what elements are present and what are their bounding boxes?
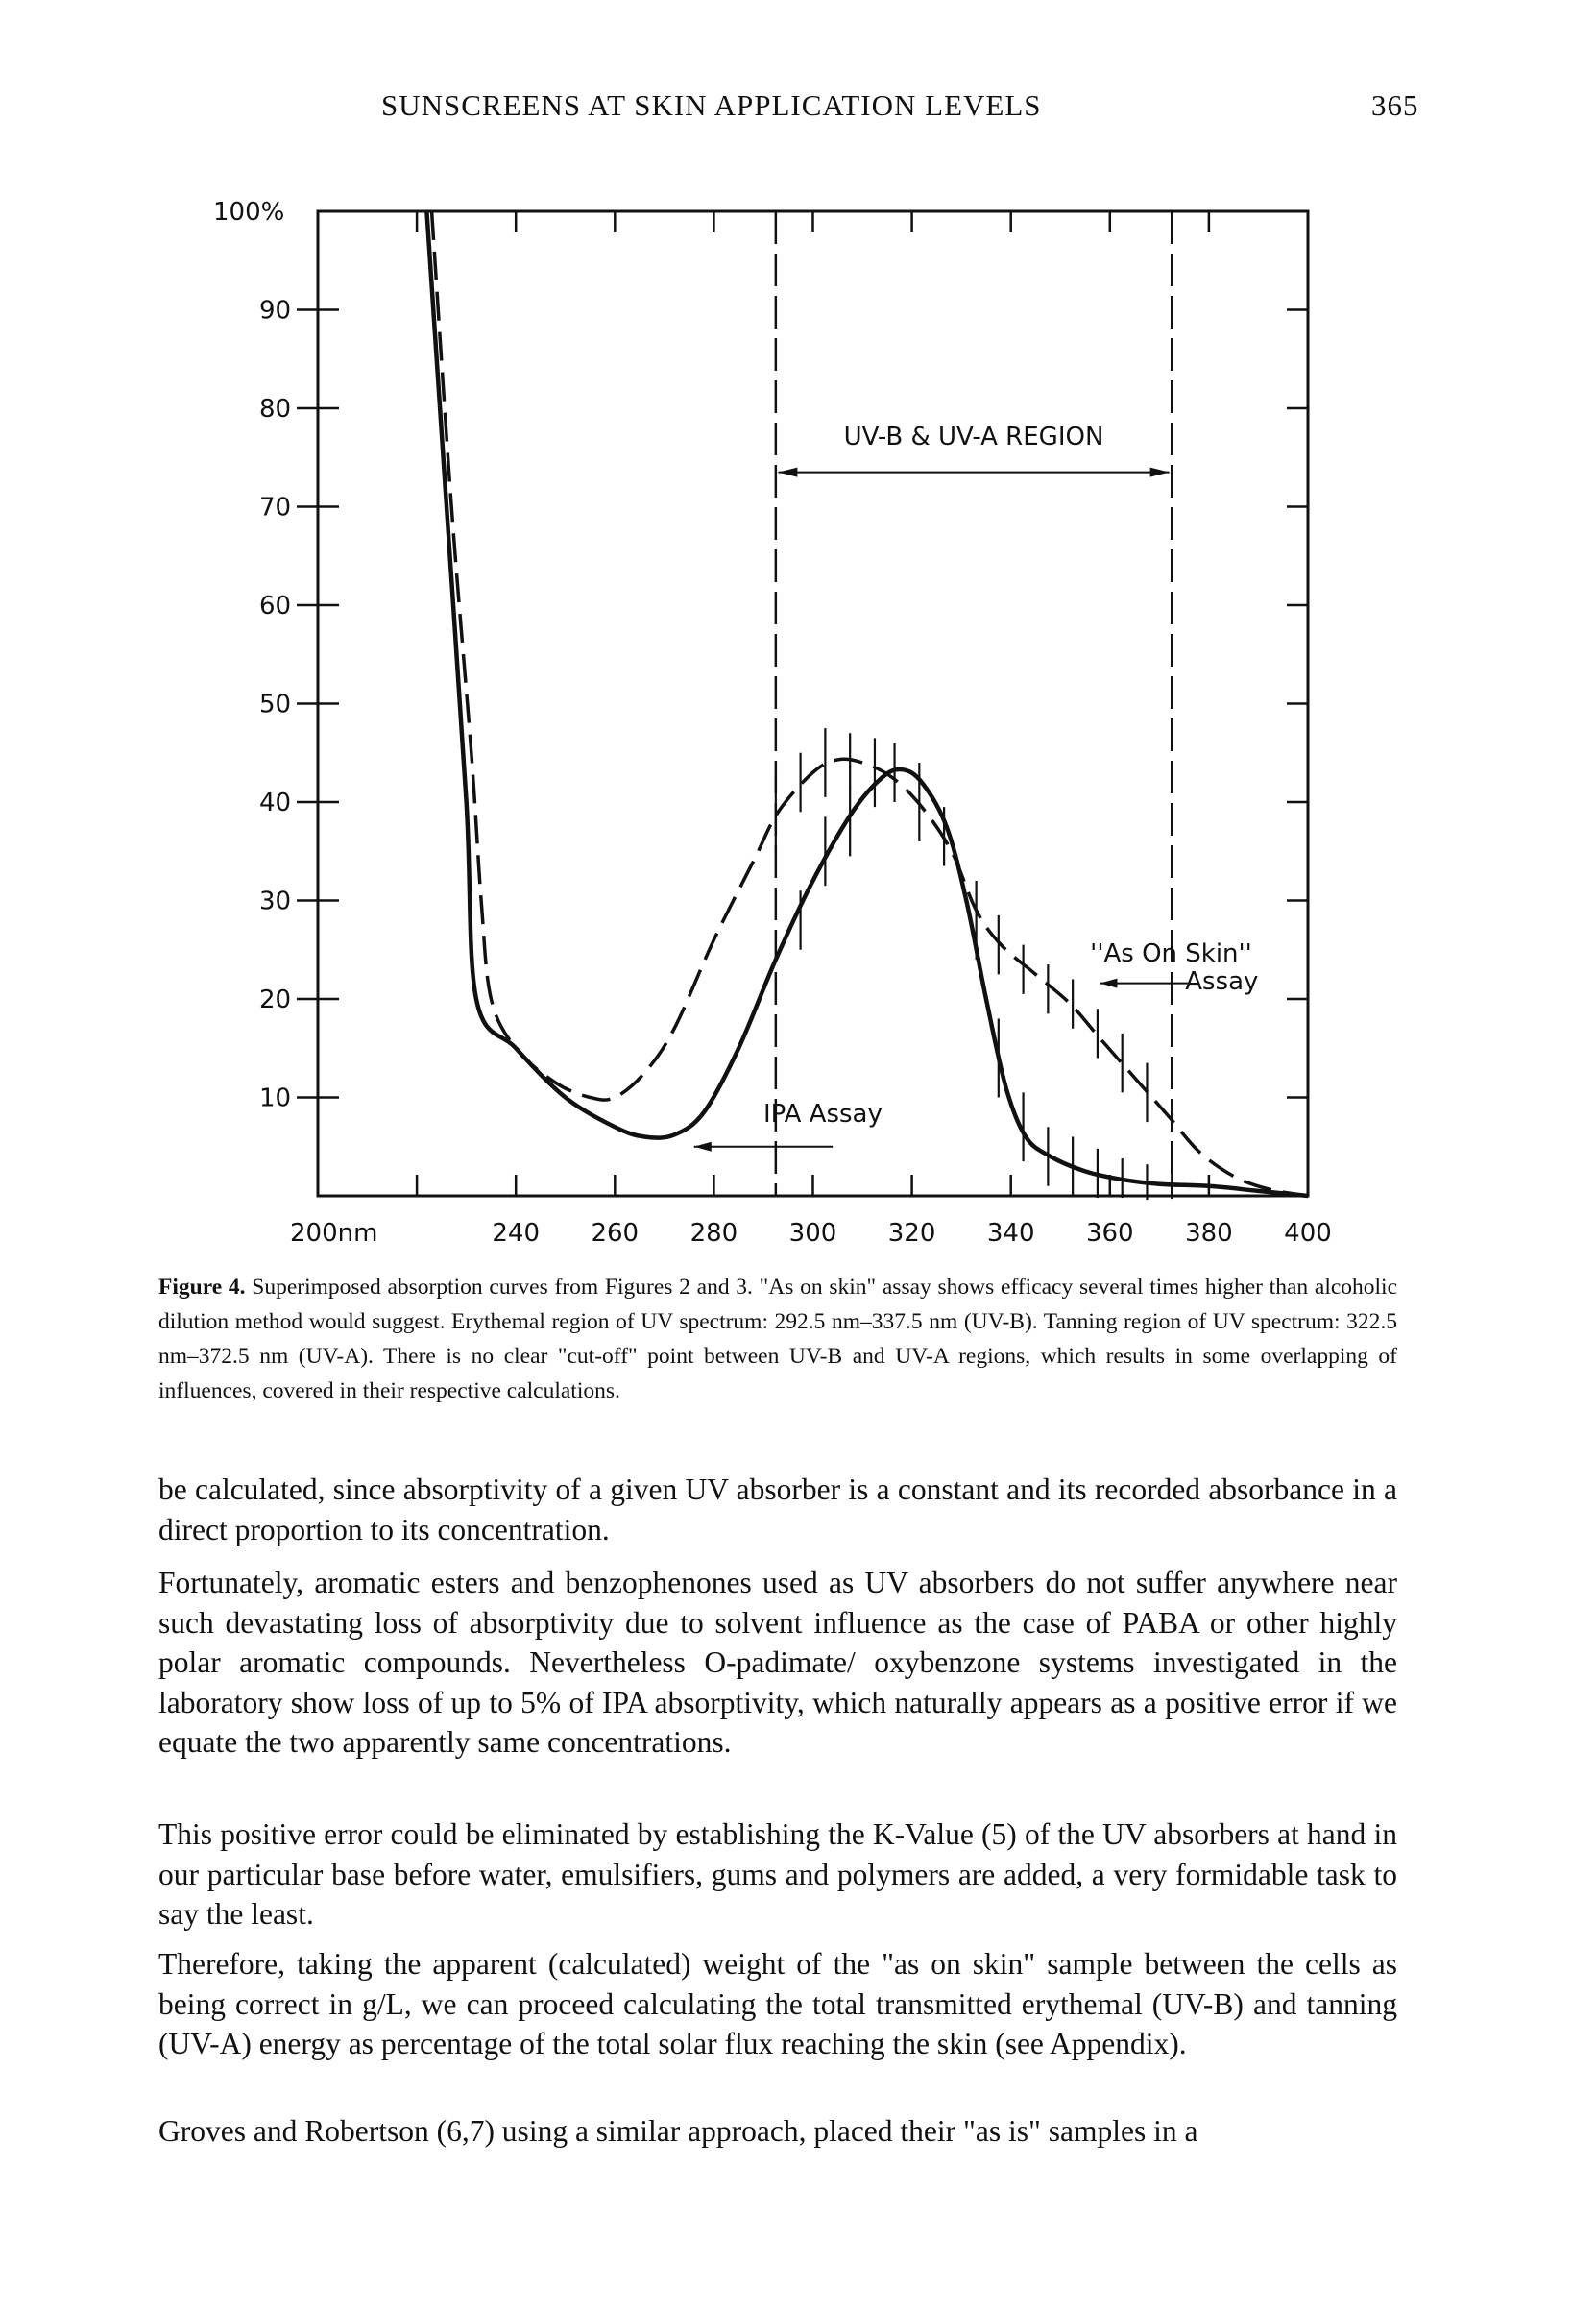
caption-label: Figure 4. [158,1275,246,1300]
as-on-skin-label: ''As On Skin'' [1090,939,1252,969]
ipa-assay-label: IPA Assay [762,1100,883,1130]
arrowhead-icon [1100,979,1117,988]
x-tick-label: 240 [492,1219,541,1248]
arrowhead-icon [694,1142,712,1152]
running-title: SUNSCREENS AT SKIN APPLICATION LEVELS [381,88,1042,122]
x-tick-label: 200nm [290,1219,378,1248]
body-paragraph: Fortunately, aromatic esters and benzophenones used as UV absorbers do not suffer anywhere near such devastating loss of absorptivity due to solvent influence as the case of PABA or other highly polar aromatic compounds. Nevertheless O-padimate/ oxybenzone systems investigated in the laboratory show loss of up to 5% of IPA absorptivity, which naturally appears as a positive error if we equate the two apparently same concentrations. [158,1566,1397,1759]
arrowhead-right-icon [1150,468,1170,477]
y-tick-label: 50 [259,690,292,719]
x-tick-label: 360 [1085,1219,1134,1248]
x-tick-label: 300 [788,1219,837,1248]
ipa-assay-curve [426,211,1308,1196]
body-paragraph: Groves and Robertson (6,7) using a similar approach, placed their "as is" samples in a [158,2114,1198,2148]
as-on-skin-curve [432,211,1308,1196]
x-tick-label: 400 [1284,1219,1332,1248]
y-tick-label: 70 [259,493,292,523]
x-tick-label: 380 [1185,1219,1233,1248]
caption-text: Superimposed absorption curves from Figures 2 and 3. "As on skin" assay shows efficacy several times higher than alcoholic dilution method would suggest. Erythemal region of UV spectrum: 292.5 nm–337.5 nm (UV-B). Tanning region of UV spectrum: 322.5 nm–372.5 nm (UV-A). There is no clear "cut-off" point between UV-B and UV-A regions, which results in some overlapping of influences, covered in their respective calculations. [158,1275,1398,1403]
y-tick-label: 20 [259,986,292,1014]
y-tick-label: 100% [213,198,285,227]
x-tick-label: 340 [986,1219,1035,1248]
y-tick-label: 60 [259,592,292,621]
as-on-skin-label-2: Assay [1185,966,1259,996]
x-tick-label: 280 [689,1219,738,1248]
y-tick-label: 40 [259,789,292,817]
x-tick-label: 260 [591,1219,640,1248]
body-paragraph: be calculated, since absorptivity of a given UV absorber is a constant and its recorded absorbance in a direct proportion to its concentration. [158,1473,1397,1546]
figure-caption [158,1270,1397,1408]
x-tick-label: 320 [887,1219,936,1248]
region-label: UV-B & UV-A REGION [843,422,1104,451]
body-paragraph: This positive error could be eliminated by establishing the K-Value (5) of the UV absorbers at hand in our particular base before water, emulsifiers, gums and polymers are added, a very formidable task to say the least. [158,1817,1397,1931]
y-tick-label: 80 [259,395,292,424]
y-tick-label: 10 [259,1083,292,1113]
y-tick-label: 90 [259,296,292,326]
y-tick-label: 30 [259,887,292,916]
page-number: 365 [1371,88,1419,122]
body-paragraph: Therefore, taking the apparent (calculated) weight of the "as on skin" sample between the cells as being correct in g/L, we can proceed calculating the total transmitted erythemal (UV-B) and tanning (UV-A) energy as percentage of the total solar flux reaching the skin (see Appendix). [158,1947,1397,2060]
arrowhead-left-icon [778,468,797,477]
